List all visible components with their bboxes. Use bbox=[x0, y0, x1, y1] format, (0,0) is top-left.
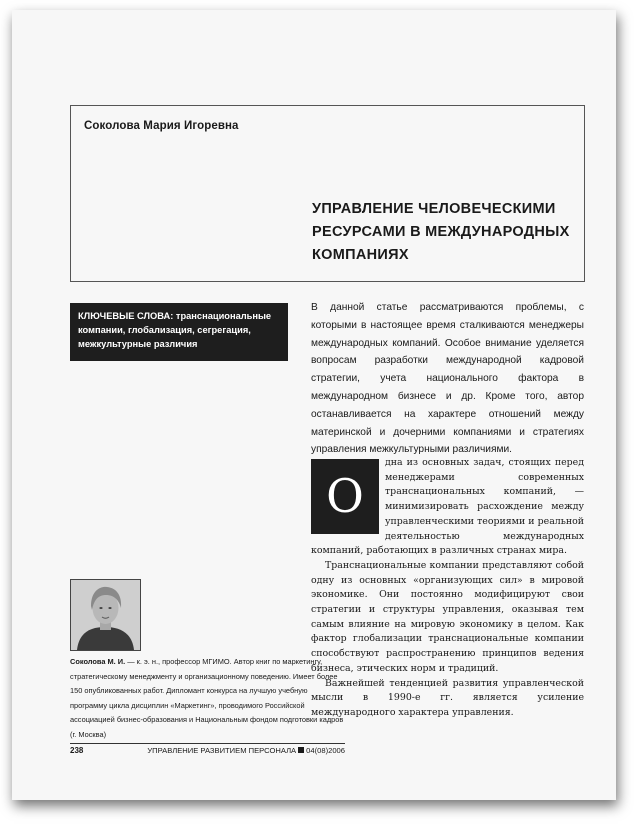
bio-name: Соколова М. И. bbox=[70, 657, 126, 666]
body-paragraph: Транснациональные компании представляют собой одну из основных «организующих сил» в мировой экономике. Они постоянно модифицируют свои стратегии и структуры управления, оказывая тем самым влияние на мировую экономику в целом. Как фактор глобализации транснациональные компании способствуют распространению принципов ведения бизнеса, этических норм и традиций. bbox=[311, 559, 584, 674]
author-photo bbox=[70, 579, 141, 651]
title-line: УПРАВЛЕНИЕ ЧЕЛОВЕЧЕСКИМИ bbox=[312, 201, 556, 217]
page-number: 238 bbox=[70, 746, 84, 755]
bio-text: — к. э. н., профессор МГИМО. Автор книг по маркетингу, стратегическому менеджменту и организационному поведению. Имеет более 150 опубликованных работ. Дипломант конкурса на лучшую учебную программу цикла дисциплин «Маркетинг», проводимого Российской ассоциацией бизнес-образования и Национальным фондом подготовки кадров (г. Москва) bbox=[70, 657, 344, 739]
article-title bbox=[312, 198, 570, 267]
body-paragraph: Важнейшей тенденцией развития управленческой мысли в 1990-е гг. является усиление международного характера управления. bbox=[311, 677, 584, 718]
issue-number: 04(08)2006 bbox=[306, 746, 345, 755]
journal-info bbox=[147, 746, 345, 755]
journal-page bbox=[12, 10, 616, 800]
drop-cap: О bbox=[311, 459, 379, 534]
keywords-text: транснациональные компании, глобализация, сегрегация, межкультурные различия bbox=[78, 311, 272, 349]
article-header bbox=[70, 105, 585, 282]
title-line: РЕСУРСАМИ В МЕЖДУНАРОДНЫХ bbox=[312, 224, 570, 240]
article-body bbox=[311, 456, 584, 721]
page-footer bbox=[70, 743, 345, 756]
keywords-box bbox=[70, 303, 288, 361]
square-bullet-icon bbox=[298, 747, 304, 753]
body-paragraph bbox=[311, 456, 584, 559]
paragraph-text: дна из основных задач, стоящих перед менеджерами современных транснациональных компаний, — минимизировать расхождение между управленческими теориями и реальной деятельностью международных компаний, работающих в различных странах мира. bbox=[311, 457, 584, 557]
keywords-label: КЛЮЧЕВЫЕ СЛОВА: bbox=[78, 311, 174, 321]
author-portrait-icon bbox=[71, 580, 140, 650]
journal-name: УПРАВЛЕНИЕ РАЗВИТИЕМ ПЕРСОНАЛА bbox=[147, 746, 297, 755]
author-bio bbox=[70, 655, 345, 743]
author-name: Соколова Мария Игоревна bbox=[84, 120, 239, 132]
title-line: КОМПАНИЯХ bbox=[312, 247, 409, 263]
article-abstract: В данной статье рассматриваются проблемы, с которыми в настоящее время сталкиваются менеджеры международных компаний. Особое внимание уделяется вопросам разработки международной кадровой стратегии, учета национального фактора в международном бизнесе и др. Кроме того, автор останавливается на характере отношений между материнской и дочерними компаниями и стратегиях управления межкультурными различиями. bbox=[311, 302, 584, 456]
